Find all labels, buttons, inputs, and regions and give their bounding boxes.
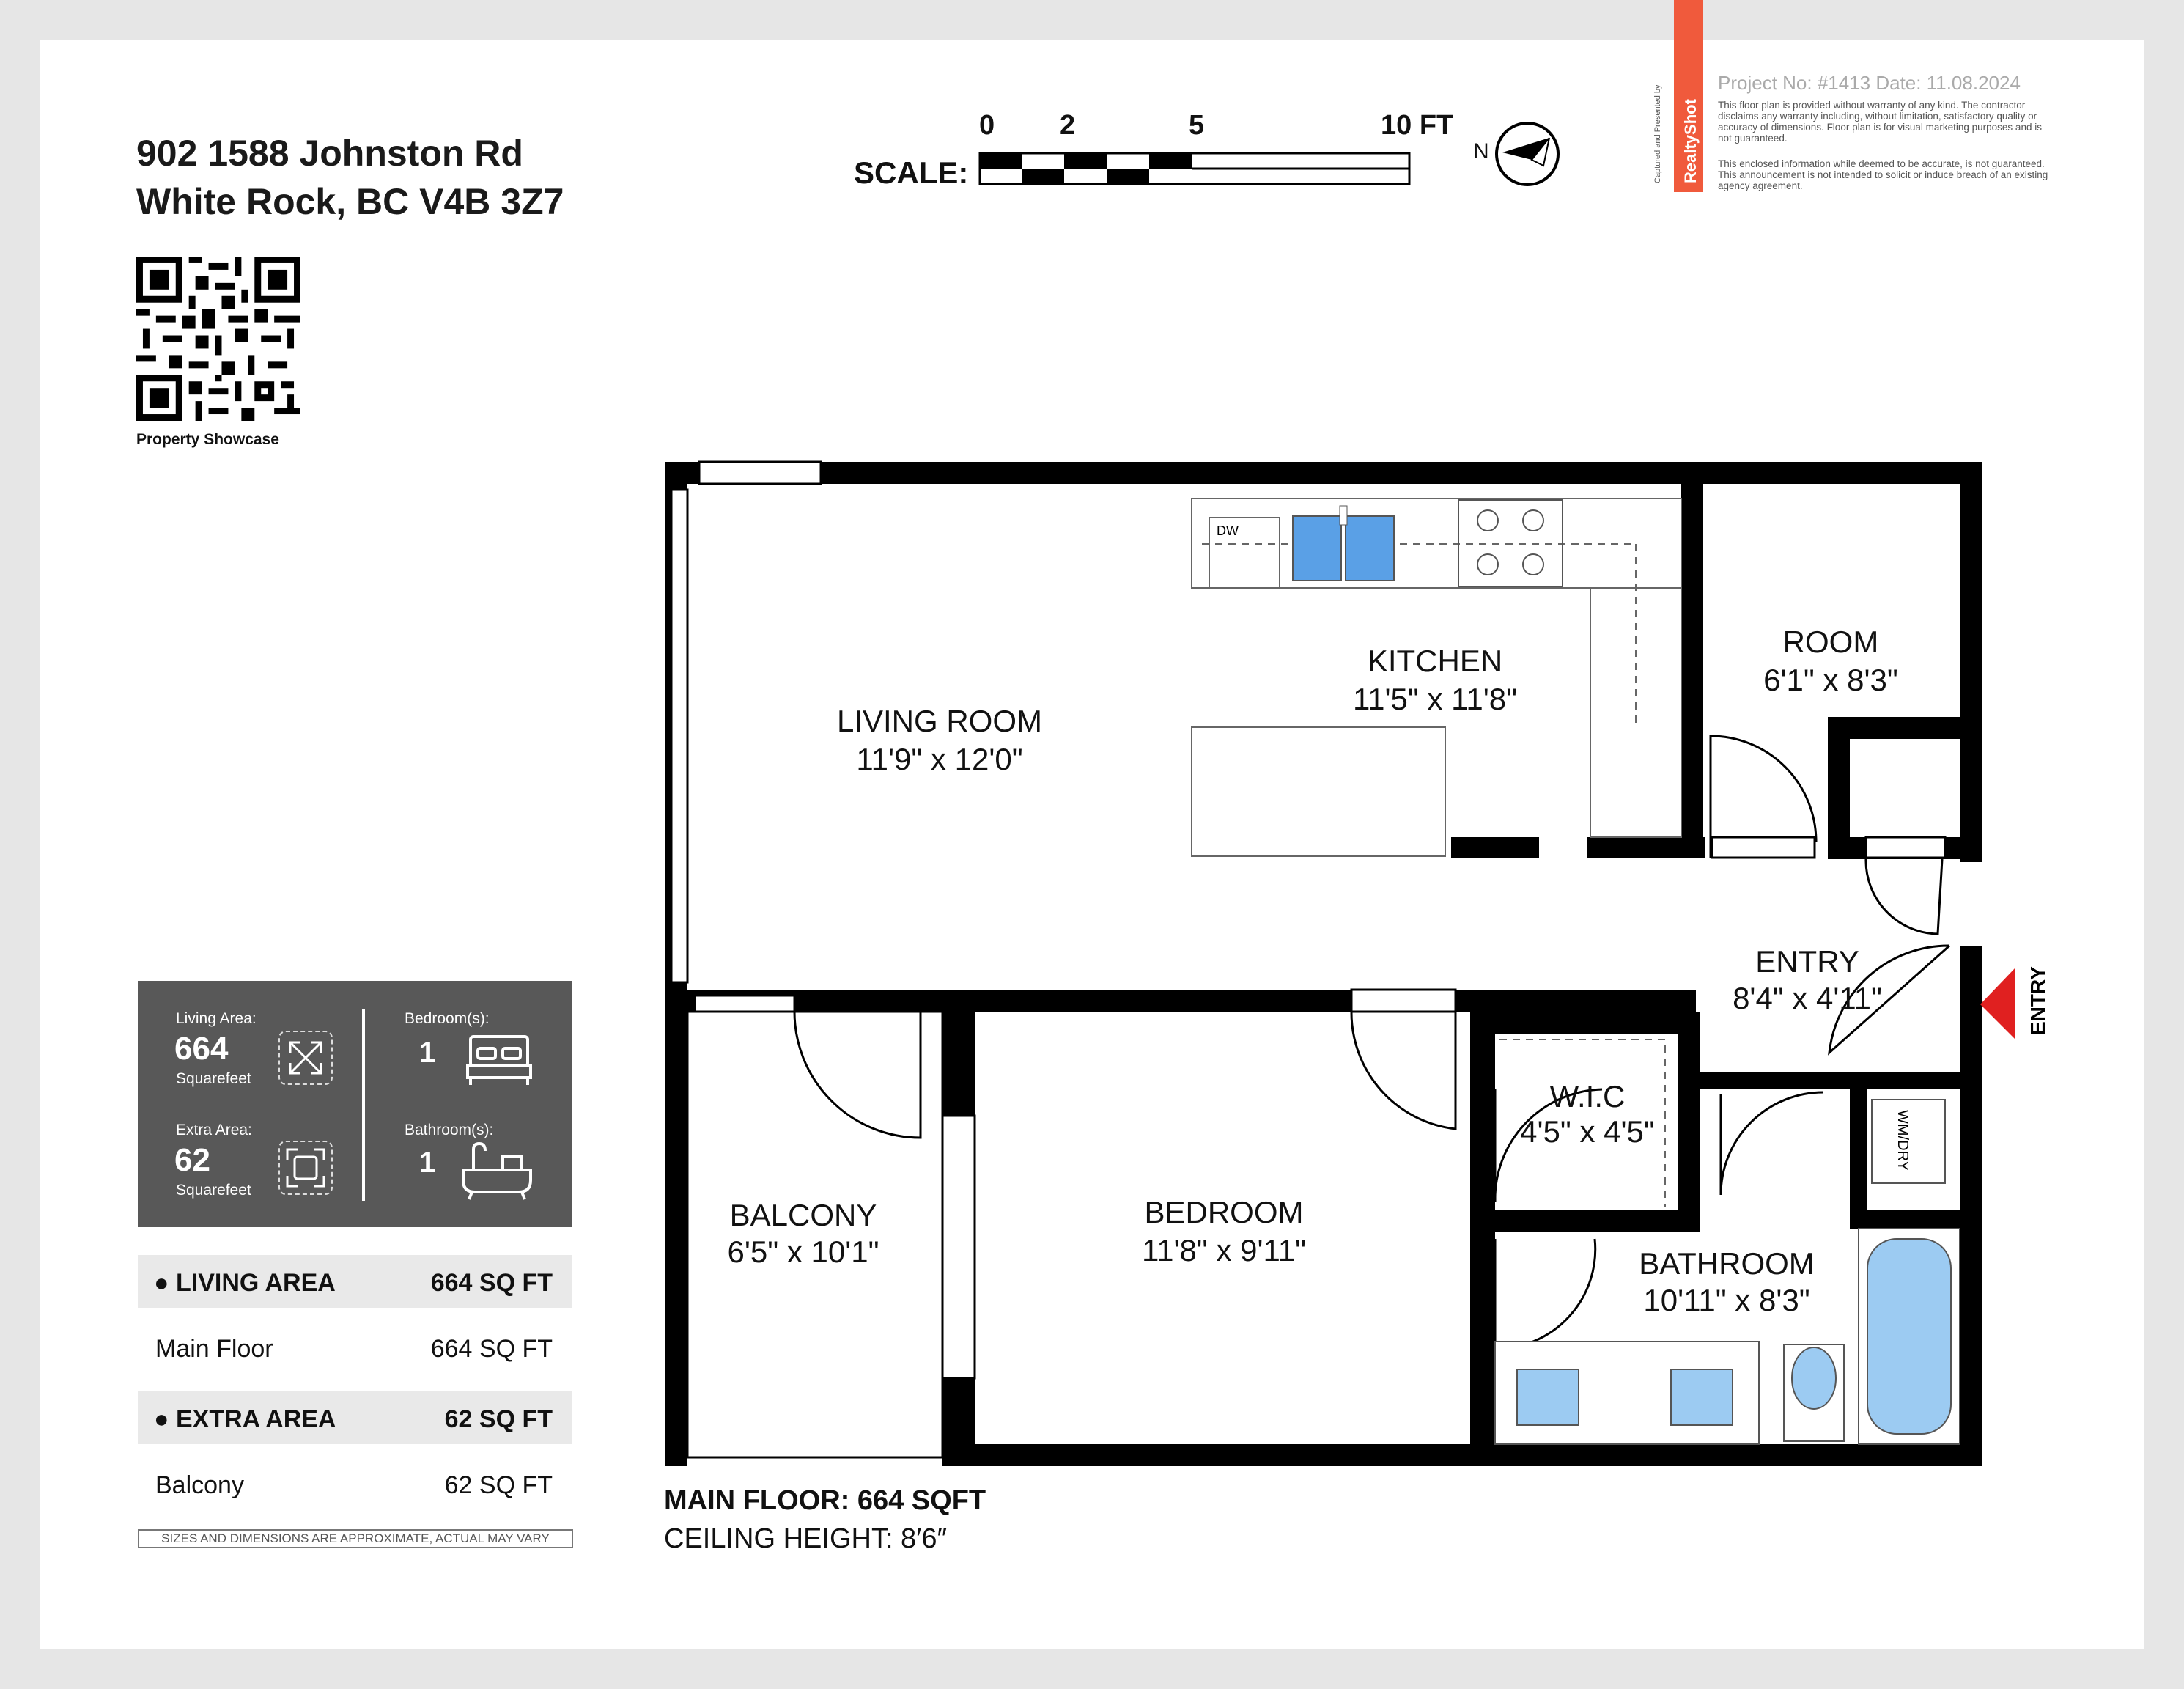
qr-code[interactable] (136, 257, 300, 421)
bedroom-value: 1 (419, 1037, 436, 1069)
living-area-label: Living Area: (176, 1010, 257, 1027)
main-floor-value: 664 SQ FT (430, 1335, 553, 1363)
bathroom-label: Bathroom(s): (405, 1122, 494, 1138)
brand-name: RealtyShot (1681, 99, 1700, 183)
living-area-total: 664 SQ FT (430, 1269, 553, 1297)
living-area-value: 664 (174, 1031, 229, 1067)
stats-panel (138, 981, 572, 1227)
scale-tick-0: 0 (979, 110, 995, 141)
bedroom-name: BEDROOM (1144, 1195, 1304, 1229)
entry-marker-label: ENTRY (2026, 966, 2049, 1035)
extra-area-unit: Squarefeet (176, 1182, 251, 1199)
qr-caption: Property Showcase (136, 431, 279, 448)
extra-area-row (138, 1391, 572, 1444)
approximation-note: SIZES AND DIMENSIONS ARE APPROXIMATE, ACTUAL MAY VARY (138, 1529, 573, 1548)
balcony-area-value: 62 SQ FT (444, 1471, 553, 1499)
toilet-icon (1784, 1344, 1844, 1441)
kitchen-dim: 11'5" x 11'8" (1352, 682, 1518, 716)
bathroom-value: 1 (419, 1147, 436, 1179)
bedroom-label: Bedroom(s): (405, 1010, 490, 1027)
bathtub-fixture-icon (1859, 1229, 1960, 1444)
main-floor-row (138, 1321, 572, 1374)
kitchen-name: KITCHEN (1367, 644, 1503, 678)
scale-tick-5: 5 (1189, 110, 1205, 141)
living-area-row (138, 1255, 572, 1308)
living-room-name: LIVING ROOM (836, 704, 1043, 738)
bathroom-name: BATHROOM (1639, 1246, 1815, 1281)
wic-dim: 4'5" x 4'5" (1520, 1114, 1655, 1149)
kitchen-sink-icon (1293, 506, 1394, 581)
balcony-name: BALCONY (729, 1198, 877, 1232)
vanity-sinks-icon (1495, 1342, 1759, 1444)
bedroom-dim: 11'8" x 9'11" (1141, 1233, 1307, 1267)
stats-divider (362, 1009, 365, 1201)
brand-logo (1681, 99, 1700, 183)
address-line-1: 902 1588 Johnston Rd (136, 133, 523, 174)
room-dim: 6'1" x 8'3" (1763, 663, 1898, 697)
wic-name: W.I.C (1549, 1079, 1626, 1114)
expand-icon (278, 1031, 333, 1085)
living-area-heading: ● LIVING AREA (154, 1269, 336, 1297)
property-address (136, 129, 564, 226)
north-label: N (1473, 139, 1489, 163)
main-floor-label: Main Floor (155, 1335, 273, 1363)
extra-area-value: 62 (174, 1142, 210, 1178)
balcony-row (138, 1457, 572, 1510)
entry-name: ENTRY (1755, 944, 1859, 979)
living-room-dim: 11'9" x 12'0" (856, 742, 1023, 776)
disclaimer-2: This enclosed information while deemed to be accurate, is not guaranteed. This announcement is not intended to solicit or induce breach of an existing agency agreement. (1718, 158, 2048, 191)
scale-tick-10: 10 FT (1381, 110, 1454, 141)
extra-area-total: 62 SQ FT (444, 1405, 553, 1433)
disclaimer-1: This floor plan is provided without warranty of any kind. The contractor disclaims any warranty including, without limitation, satisfactory quality or accuracy of dimensions. Floor plan is for visual marketing purposes and is not guaranteed. (1718, 100, 2042, 144)
main-floor-summary: MAIN FLOOR: 664 SQFT (664, 1485, 986, 1516)
project-header: Project No: #1413 Date: 11.08.2024 (1718, 72, 2021, 94)
balcony-area-label: Balcony (155, 1471, 244, 1499)
scale-bar (979, 152, 1412, 186)
scale-label: SCALE: (854, 155, 969, 190)
balcony-dim: 6'5" x 10'1" (727, 1234, 879, 1269)
extra-area-label: Extra Area: (176, 1122, 252, 1138)
floor-plan (645, 455, 2049, 1473)
north-arrow-icon (1492, 119, 1563, 189)
area-frame-icon (278, 1141, 333, 1195)
entry-dim: 8'4" x 4'11" (1733, 981, 1882, 1015)
washer-dryer-label: WM/DRY (1895, 1110, 1911, 1171)
extra-area-heading: ● EXTRA AREA (154, 1405, 336, 1433)
bathtub-icon (460, 1141, 534, 1201)
bathroom-dim: 10'11" x 8'3" (1643, 1283, 1810, 1317)
room-name: ROOM (1782, 625, 1879, 659)
address-line-2: White Rock, BC V4B 3Z7 (136, 181, 564, 222)
ceiling-height: CEILING HEIGHT: 8′6″ (664, 1523, 947, 1554)
brand-captured-text: Captured and Presented by (1653, 84, 1662, 183)
bed-icon (466, 1032, 532, 1086)
dishwasher-label: DW (1217, 523, 1239, 538)
living-area-unit: Squarefeet (176, 1070, 251, 1087)
scale-tick-2: 2 (1060, 110, 1076, 141)
